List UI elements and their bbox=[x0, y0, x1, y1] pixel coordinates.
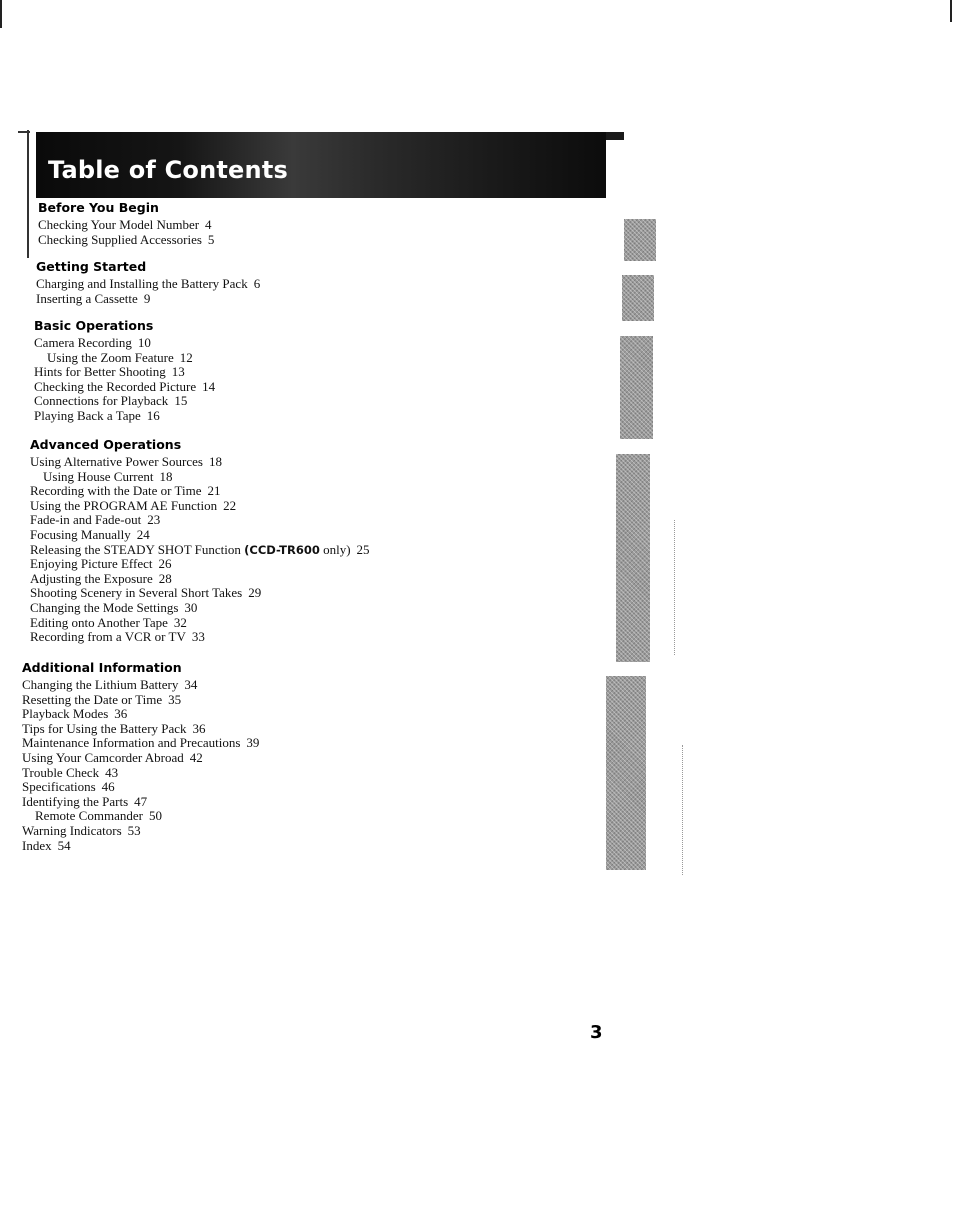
page-ref: 29 bbox=[248, 585, 262, 601]
toc-entry[interactable]: Checking Your Model Number 4 bbox=[38, 217, 212, 232]
page-ref: 14 bbox=[202, 378, 216, 394]
toc-entry[interactable]: Hints for Better Shooting 13 bbox=[34, 364, 185, 380]
page-ref: 23 bbox=[147, 512, 161, 528]
toc-entry[interactable]: Tips for Using the Battery Pack 36 bbox=[22, 720, 206, 736]
page-ref: 18 bbox=[159, 468, 173, 484]
scan-edge-mark bbox=[950, 0, 952, 22]
page-title: Table of Contents bbox=[48, 156, 288, 184]
thumb-tab-basic-operations bbox=[620, 336, 653, 439]
toc-entry[interactable]: Playing Back a Tape 16 bbox=[34, 407, 160, 423]
page-ref: 6 bbox=[253, 276, 261, 291]
toc-entry[interactable]: Using Alternative Power Sources 18 bbox=[30, 454, 222, 469]
page-ref: 34 bbox=[184, 677, 198, 692]
toc-entry[interactable]: Maintenance Information and Precautions 39 bbox=[22, 735, 260, 751]
toc-entry[interactable]: Editing onto Another Tape 32 bbox=[30, 614, 187, 630]
scan-artifact-line bbox=[682, 745, 684, 875]
section-heading: Advanced Operations bbox=[30, 437, 182, 452]
toc-entry[interactable]: Recording from a VCR or TV 33 bbox=[30, 629, 205, 645]
page-ref: 15 bbox=[174, 393, 188, 409]
thumb-tab-before-you-begin bbox=[624, 219, 656, 261]
toc-entry[interactable]: Inserting a Cassette 9 bbox=[36, 290, 151, 306]
page-ref: 13 bbox=[171, 364, 185, 380]
page-ref: 25 bbox=[356, 541, 370, 557]
model-name: (CCD-TR600 bbox=[244, 542, 320, 557]
page-ref: 9 bbox=[143, 290, 151, 306]
toc-subentry[interactable]: Using House Current 18 bbox=[43, 468, 173, 484]
page-ref: 35 bbox=[168, 691, 182, 707]
toc-entry[interactable]: Playback Modes 36 bbox=[22, 706, 128, 722]
toc-entry[interactable]: Identifying the Parts 47 bbox=[22, 793, 148, 809]
page-ref: 4 bbox=[205, 217, 212, 232]
page-ref: 33 bbox=[191, 629, 205, 645]
page-ref: 12 bbox=[179, 349, 193, 365]
scan-artifact-line bbox=[674, 520, 676, 655]
toc-section-before-you-begin bbox=[38, 200, 214, 247]
toc-section-additional-information bbox=[22, 660, 259, 853]
toc-section-basic-operations bbox=[34, 318, 215, 424]
page-ref: 36 bbox=[192, 720, 206, 736]
thumb-tab-advanced-operations bbox=[616, 454, 650, 662]
toc-entry[interactable]: Trouble Check 43 bbox=[22, 764, 119, 780]
scan-edge-mark bbox=[0, 0, 2, 28]
page-ref: 16 bbox=[146, 407, 160, 423]
page-ref: 18 bbox=[208, 454, 222, 469]
toc-entry[interactable]: Warning Indicators 53 bbox=[22, 822, 141, 838]
page-ref: 28 bbox=[158, 570, 172, 586]
page-ref: 53 bbox=[127, 822, 141, 838]
toc-entry[interactable]: Releasing the STEADY SHOT Function (CCD-TR600 only) 25 bbox=[30, 541, 370, 557]
toc-entry[interactable]: Changing the Mode Settings 30 bbox=[30, 599, 198, 615]
toc-entry[interactable]: Charging and Installing the Battery Pack 6 bbox=[36, 276, 261, 291]
section-heading: Basic Operations bbox=[34, 318, 154, 333]
toc-section-advanced-operations bbox=[30, 437, 370, 645]
page-ref: 42 bbox=[189, 749, 203, 765]
toc-entry[interactable]: Specifications 46 bbox=[22, 779, 115, 795]
toc-section-getting-started bbox=[36, 259, 260, 306]
toc-entry[interactable]: Enjoying Picture Effect 26 bbox=[30, 556, 172, 572]
page-ref: 54 bbox=[57, 837, 71, 853]
toc-entry[interactable]: Resetting the Date or Time 35 bbox=[22, 691, 182, 707]
title-banner bbox=[36, 132, 606, 198]
page-ref: 32 bbox=[173, 614, 187, 630]
thumb-tab-getting-started bbox=[622, 275, 654, 321]
section-heading: Getting Started bbox=[36, 259, 147, 274]
page-ref: 22 bbox=[223, 497, 237, 513]
toc-entry[interactable]: Connections for Playback 15 bbox=[34, 393, 188, 409]
page-ref: 39 bbox=[246, 735, 260, 751]
page-ref: 30 bbox=[184, 599, 198, 615]
page-ref: 21 bbox=[207, 483, 221, 499]
section-heading: Before You Begin bbox=[38, 200, 159, 215]
page-ref: 24 bbox=[136, 526, 150, 542]
toc-entry[interactable]: Checking Supplied Accessories 5 bbox=[38, 231, 215, 247]
toc-entry[interactable]: Shooting Scenery in Several Short Takes 29 bbox=[30, 585, 262, 601]
page-ref: 47 bbox=[134, 793, 148, 809]
toc-entry[interactable]: Focusing Manually 24 bbox=[30, 526, 150, 542]
page-ref: 43 bbox=[105, 764, 119, 780]
toc-entry[interactable]: Index 54 bbox=[22, 837, 71, 853]
toc-entry[interactable]: Fade-in and Fade-out 23 bbox=[30, 512, 161, 528]
toc-entry[interactable]: Checking the Recorded Picture 14 bbox=[34, 378, 216, 394]
toc-entry[interactable]: Changing the Lithium Battery 34 bbox=[22, 677, 198, 692]
page-ref: 46 bbox=[101, 779, 115, 795]
toc-entry[interactable]: Adjusting the Exposure 28 bbox=[30, 570, 172, 586]
toc-entry[interactable]: Using Your Camcorder Abroad 42 bbox=[22, 749, 203, 765]
toc-entry[interactable]: Recording with the Date or Time 21 bbox=[30, 483, 221, 499]
page-ref: 36 bbox=[114, 706, 128, 722]
toc-subentry[interactable]: Remote Commander 50 bbox=[35, 808, 162, 824]
thumb-tab-additional-information bbox=[606, 676, 646, 870]
toc-subentry[interactable]: Using the Zoom Feature 12 bbox=[47, 349, 193, 365]
toc-entry[interactable]: Using the PROGRAM AE Function 22 bbox=[30, 497, 237, 513]
page-ref: 10 bbox=[137, 335, 151, 350]
page-number: 3 bbox=[590, 1022, 603, 1043]
page-ref: 26 bbox=[158, 556, 172, 572]
page-ref: 5 bbox=[207, 231, 215, 247]
section-heading: Additional Information bbox=[22, 660, 182, 675]
toc-entry[interactable]: Camera Recording 10 bbox=[34, 335, 151, 350]
page-ref: 50 bbox=[148, 808, 162, 824]
margin-line bbox=[27, 130, 29, 258]
